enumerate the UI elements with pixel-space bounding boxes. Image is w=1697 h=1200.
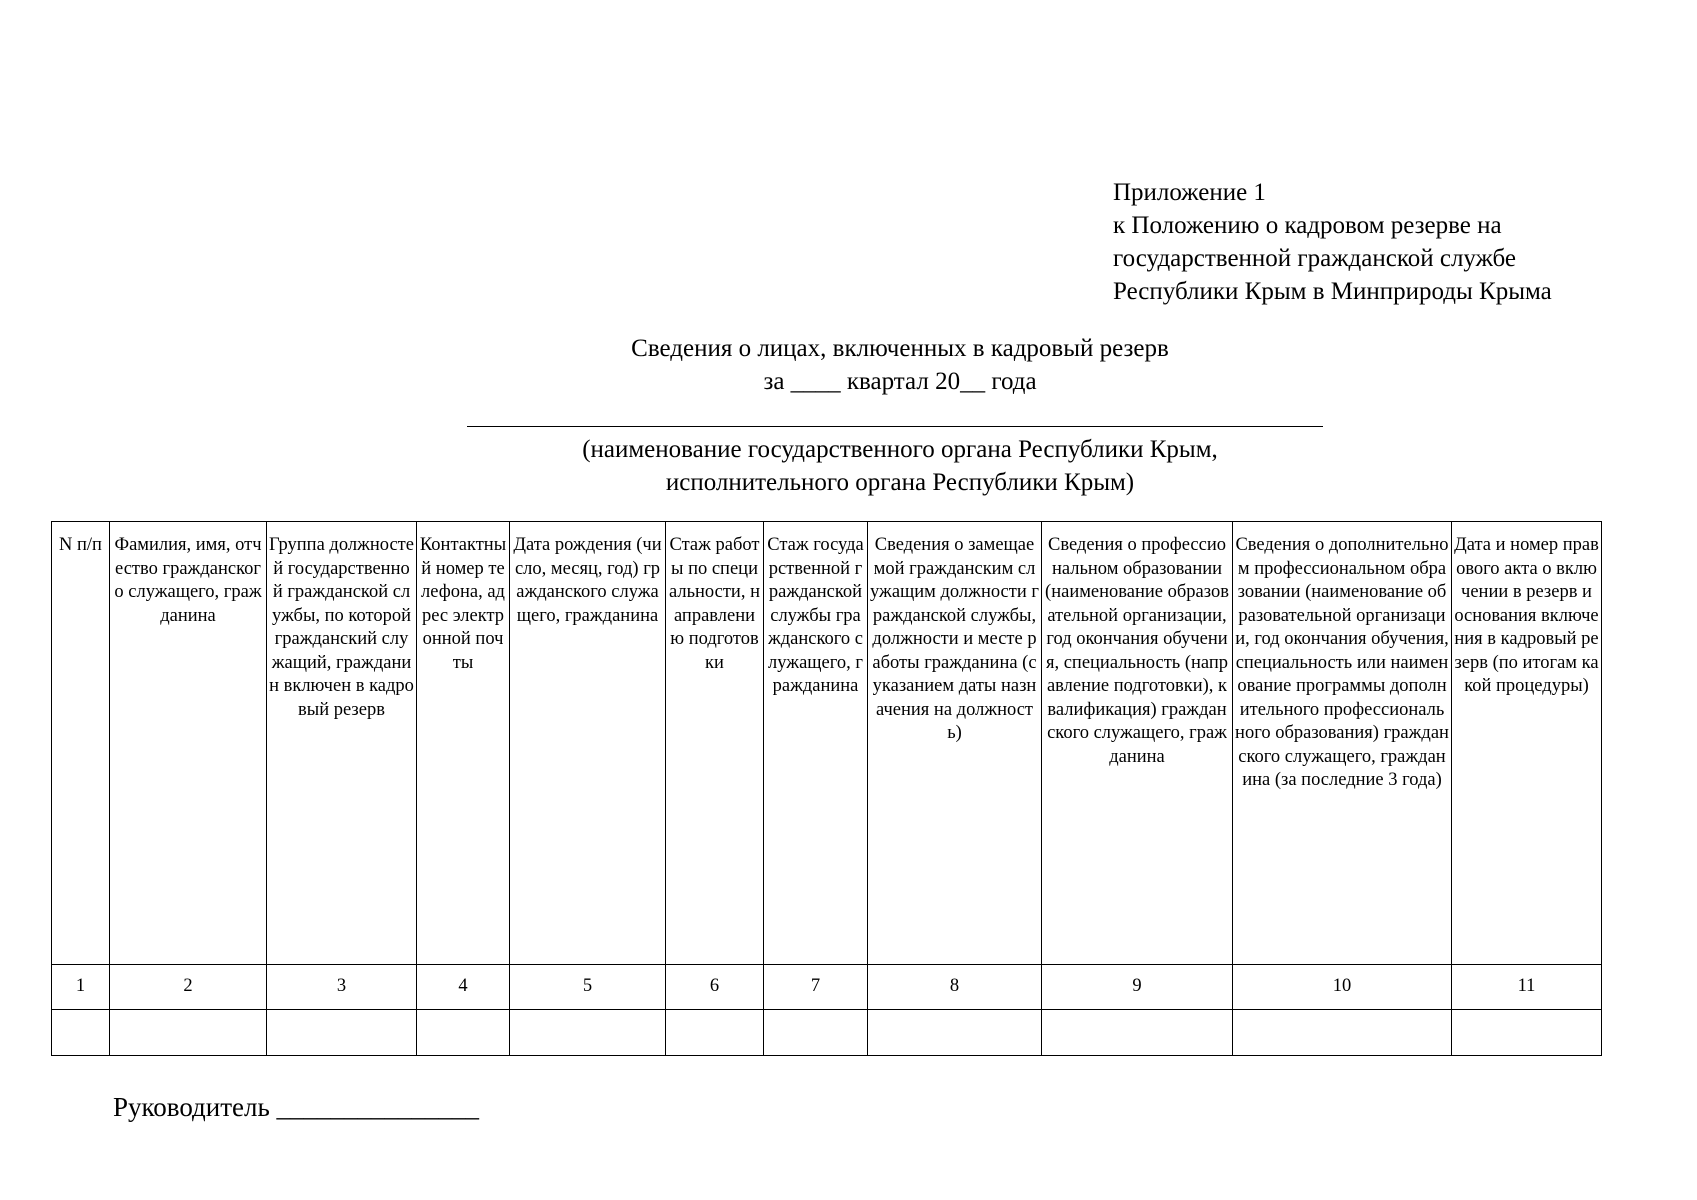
- org-caption-line-2: исполнительного органа Республики Крым): [665, 469, 1135, 496]
- column-number-cell: 1: [52, 965, 110, 1010]
- appendix-note: [1113, 176, 1552, 308]
- column-number-cell: 10: [1233, 965, 1452, 1010]
- column-number-cell: 6: [666, 965, 764, 1010]
- column-number-cell: 8: [868, 965, 1042, 1010]
- header-cell: Группа должностей государственной гражданской службы, по которой гражданский служащий, гражданин включен в кадровый резерв: [267, 522, 417, 965]
- empty-cell[interactable]: [52, 1010, 110, 1056]
- appendix-line: к Положению о кадровом резерве на: [1113, 212, 1502, 239]
- title-line-1: Сведения о лицах, включенных в кадровый резерв: [631, 335, 1169, 362]
- column-number-cell: 2: [110, 965, 267, 1010]
- reserve-table: [51, 521, 1602, 1056]
- column-number-cell: 9: [1042, 965, 1233, 1010]
- column-number-cell: 11: [1452, 965, 1602, 1010]
- empty-cell[interactable]: [666, 1010, 764, 1056]
- empty-cell[interactable]: [1452, 1010, 1602, 1056]
- header-cell: N п/п: [52, 522, 110, 965]
- org-caption-line-1: (наименование государственного органа Республики Крым,: [582, 436, 1218, 463]
- header-cell: Дата и номер правового акта о включении в резерв и основания включения в кадровый резерв (по итогам какой процедуры): [1452, 522, 1602, 965]
- empty-cell[interactable]: [868, 1010, 1042, 1056]
- header-cell: Сведения о замещаемой гражданским служащим должности гражданской службы, должности и месте работы гражданина (с указанием даты назначения на должность): [868, 522, 1042, 965]
- column-number-cell: 4: [417, 965, 510, 1010]
- empty-cell[interactable]: [110, 1010, 267, 1056]
- head-signature-line: Руководитель _______________: [113, 1092, 480, 1122]
- column-number-row: [52, 965, 1602, 1010]
- column-number-cell: 3: [267, 965, 417, 1010]
- header-cell: Сведения о дополнительном профессиональном образовании (наименование образовательной организации, год окончания обучения, специальность или наименование программы дополнительного профессионального образования) гражданского служащего, гражданина (за последние 3 года): [1233, 522, 1452, 965]
- column-number-cell: 7: [764, 965, 868, 1010]
- document-title: [440, 332, 1360, 398]
- appendix-line: Приложение 1: [1113, 179, 1266, 206]
- empty-cell[interactable]: [267, 1010, 417, 1056]
- appendix-line: государственной гражданской службе: [1113, 245, 1517, 272]
- empty-data-row: [52, 1010, 1602, 1056]
- org-name-blank-line: [467, 426, 1323, 427]
- header-cell: Стаж государственной гражданской службы гражданского служащего, гражданина: [764, 522, 868, 965]
- empty-cell[interactable]: [764, 1010, 868, 1056]
- empty-cell[interactable]: [1042, 1010, 1233, 1056]
- empty-cell[interactable]: [510, 1010, 666, 1056]
- column-number-cell: 5: [510, 965, 666, 1010]
- title-line-2: за ____ квартал 20__ года: [763, 368, 1037, 395]
- empty-cell[interactable]: [417, 1010, 510, 1056]
- header-cell: Дата рождения (число, месяц, год) гражданского служащего, гражданина: [510, 522, 666, 965]
- header-cell: Контактный номер телефона, адрес электронной почты: [417, 522, 510, 965]
- header-cell: Сведения о профессиональном образовании (наименование образовательной организации, год окончания обучения, специальность (направление подготовки), квалификация) гражданского служащего, гражданина: [1042, 522, 1233, 965]
- table-header-row: [52, 522, 1602, 965]
- header-cell: Фамилия, имя, отчество гражданского служащего, гражданина: [110, 522, 267, 965]
- appendix-line: Республики Крым в Минприроды Крыма: [1113, 278, 1552, 305]
- header-cell: Стаж работы по специальности, направлению подготовки: [666, 522, 764, 965]
- empty-cell[interactable]: [1233, 1010, 1452, 1056]
- org-name-caption: [440, 433, 1360, 499]
